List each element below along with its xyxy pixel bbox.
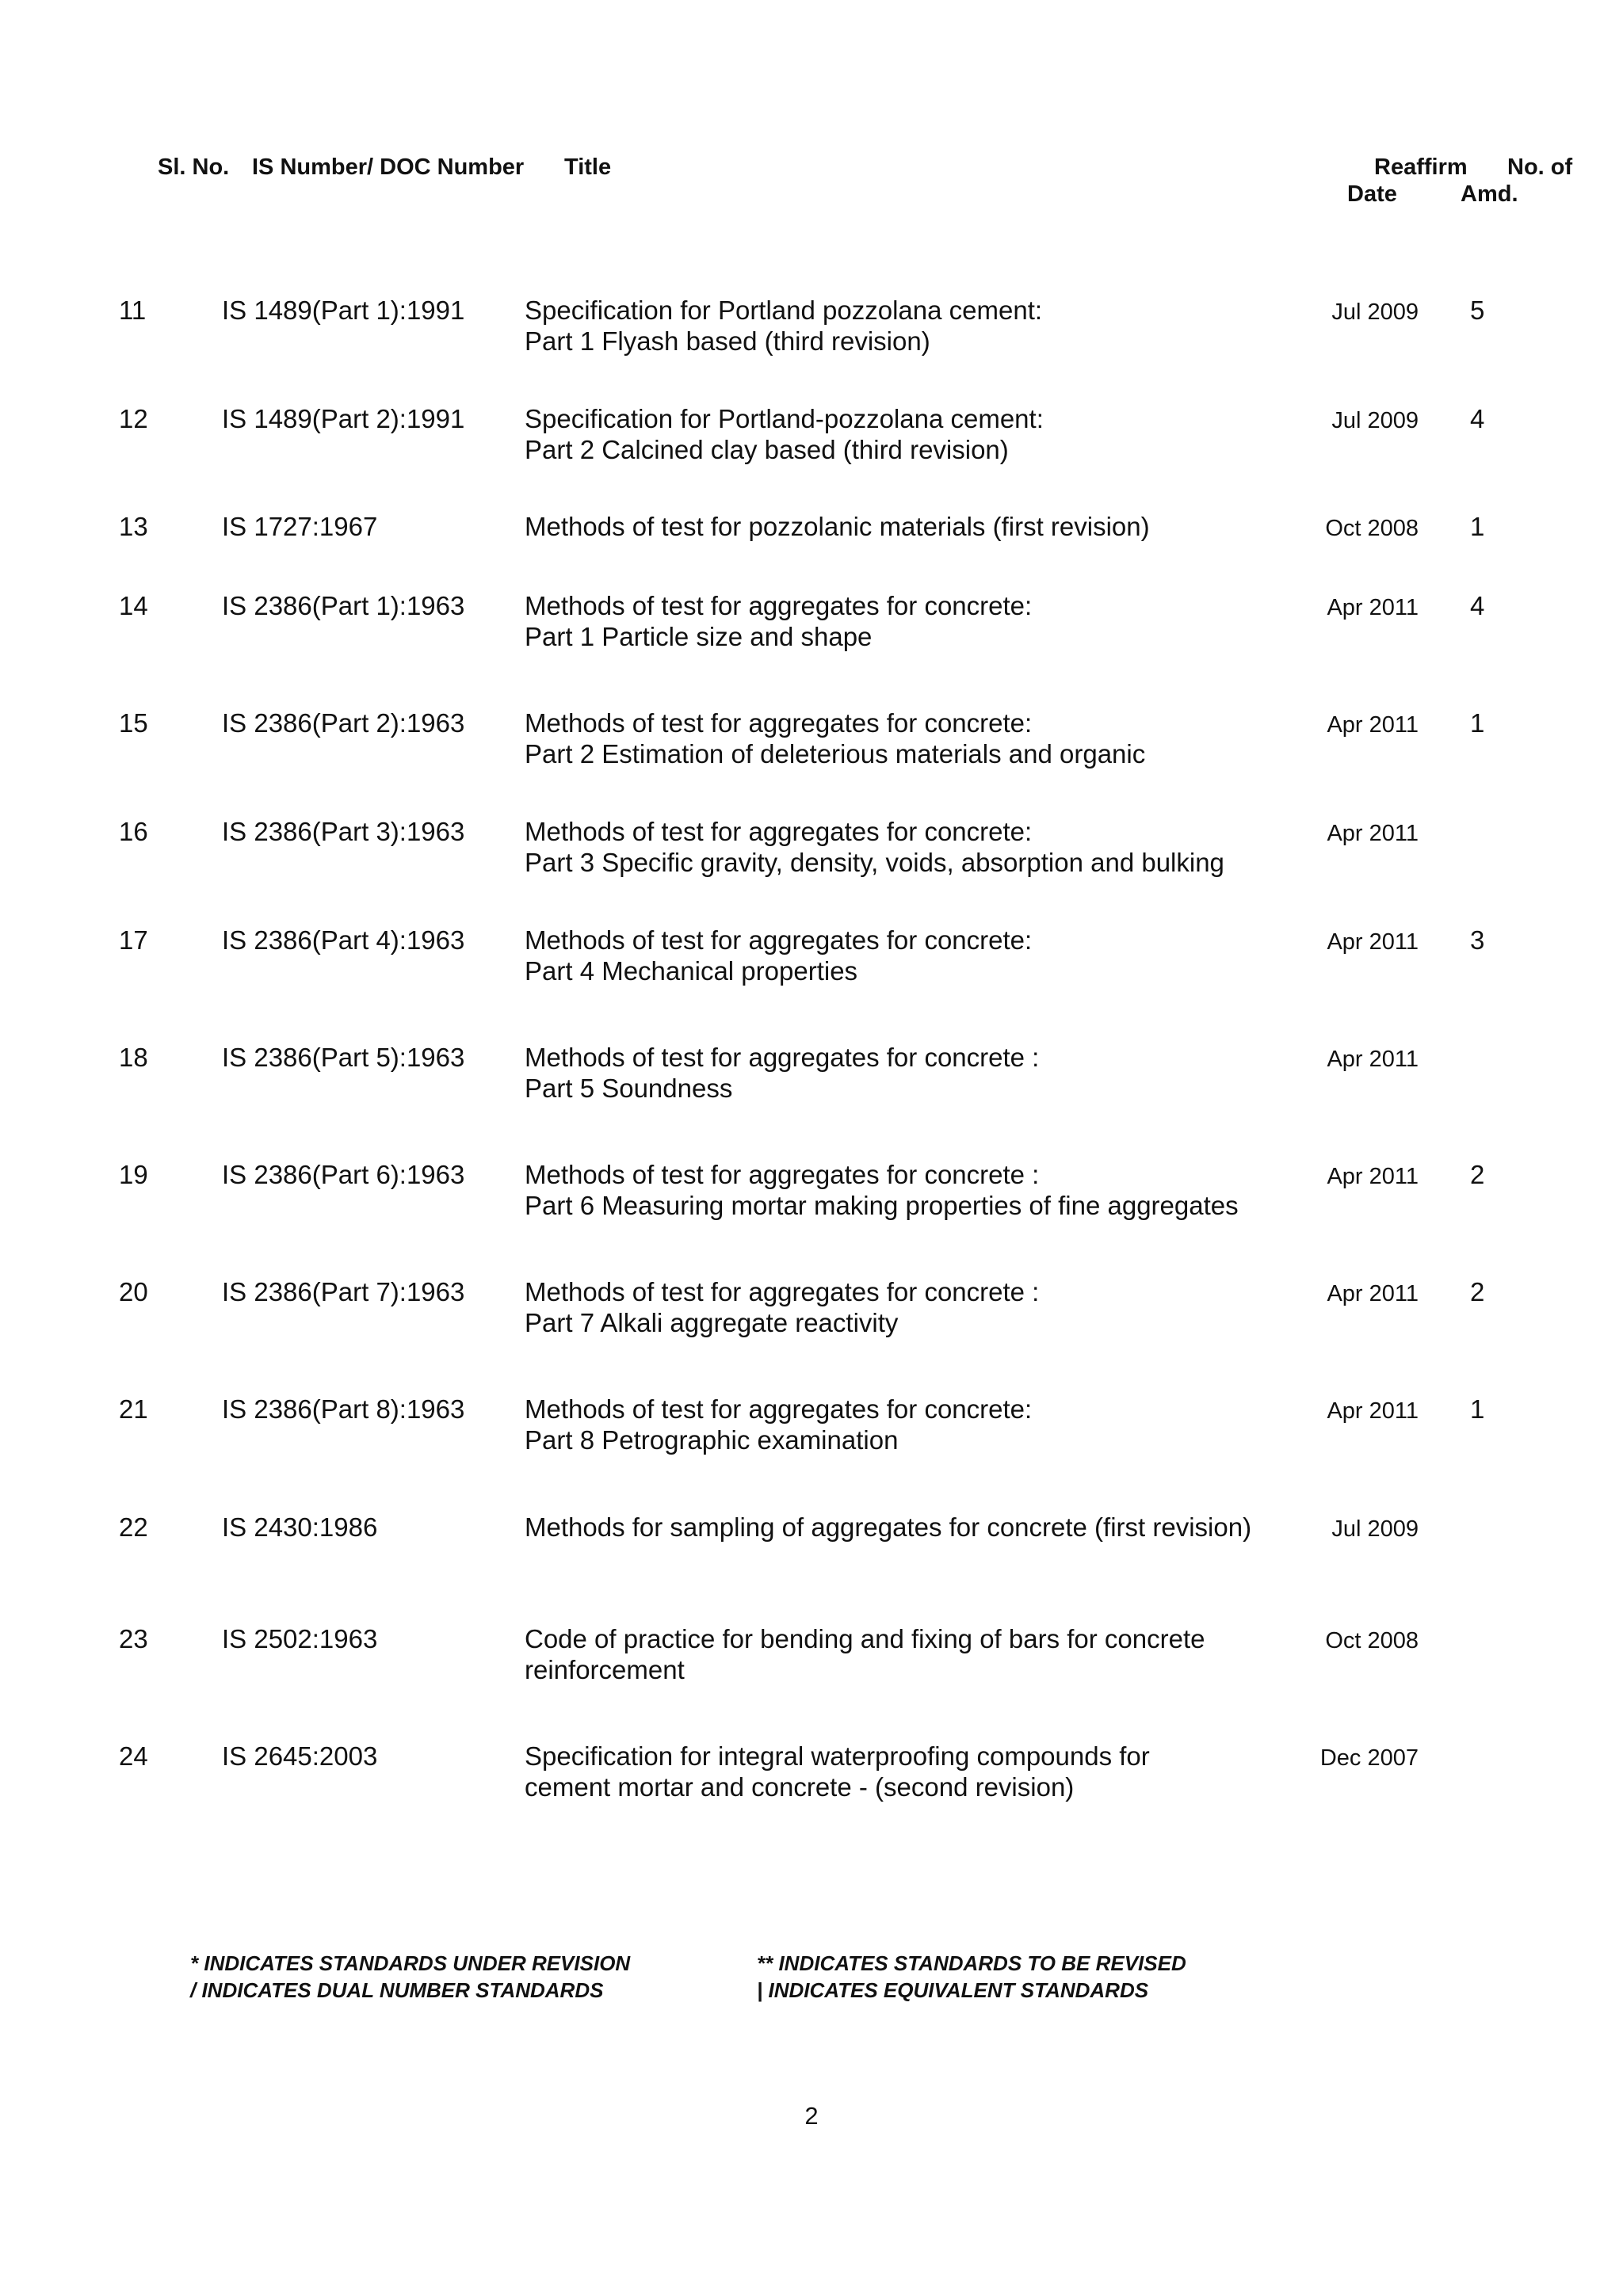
amendments-cell: 1: [1470, 512, 1485, 541]
sl-no-cell: 12: [119, 404, 148, 433]
title-line-1: Specification for Portland-pozzolana cement:: [525, 404, 1044, 433]
title-line-2: Part 5 Soundness: [525, 1074, 733, 1103]
title-cell: [525, 590, 1032, 652]
legend-equivalent: | INDICATES EQUIVALENT STANDARDS: [757, 1978, 1149, 2002]
is-number-cell: IS 2386(Part 4):1963: [222, 925, 465, 955]
table-row: [0, 1741, 1623, 1844]
title-cell: [525, 1623, 1205, 1685]
title-line-1: Methods of test for aggregates for concrete:: [525, 817, 1033, 846]
header-is-number: IS Number/ DOC Number: [252, 154, 525, 180]
title-line-1: Methods of test for aggregates for concrete :: [525, 1277, 1040, 1306]
header-sl-no: Sl. No.: [158, 154, 230, 180]
is-number-cell: IS 2386(Part 6):1963: [222, 1160, 465, 1189]
title-line-2: Part 2 Calcined clay based (third revision): [525, 435, 1009, 464]
reaffirm-date-cell: Apr 2011: [1327, 929, 1419, 955]
amendments-cell: 3: [1470, 925, 1485, 955]
title-cell: [525, 295, 1042, 357]
reaffirm-date-cell: Apr 2011: [1327, 1281, 1419, 1306]
title-line-1: Methods of test for aggregates for concrete:: [525, 591, 1033, 620]
title-line-2: Part 6 Measuring mortar making properties of fine aggregates: [525, 1191, 1239, 1220]
is-number-cell: IS 2645:2003: [222, 1741, 378, 1771]
table-row: [0, 1623, 1623, 1726]
title-cell: [525, 1512, 1251, 1543]
is-number-cell: IS 2386(Part 8):1963: [222, 1394, 465, 1424]
legend-dual-number: / INDICATES DUAL NUMBER STANDARDS: [190, 1978, 604, 2002]
sl-no-cell: 16: [119, 817, 148, 846]
legend-under-revision: * INDICATES STANDARDS UNDER REVISION: [190, 1951, 631, 1975]
reaffirm-date-cell: Dec 2007: [1319, 1745, 1419, 1771]
title-line-2: cement mortar and concrete - (second revision): [525, 1772, 1075, 1802]
legend-right: [757, 1950, 1186, 2004]
table-row: [0, 1512, 1623, 1615]
title-line-1: Specification for integral waterproofing compounds for: [525, 1741, 1150, 1771]
amendments-cell: 2: [1470, 1160, 1485, 1189]
sl-no-cell: 19: [119, 1160, 148, 1189]
title-line-2: Part 2 Estimation of deleterious materials and organic: [525, 739, 1146, 769]
table-row: [0, 1394, 1623, 1497]
reaffirm-date-cell: Apr 2011: [1327, 1047, 1419, 1072]
title-line-1: Methods for sampling of aggregates for concrete (first revision): [525, 1512, 1252, 1542]
is-number-cell: IS 2430:1986: [222, 1512, 378, 1542]
amendments-cell: 5: [1470, 296, 1485, 325]
title-cell: [525, 1042, 1039, 1104]
title-line-1: Code of practice for bending and fixing of bars for concrete: [525, 1624, 1205, 1653]
title-line-1: Methods of test for pozzolanic materials (first revision): [525, 512, 1150, 541]
title-cell: [525, 511, 1150, 542]
title-cell: [525, 925, 1032, 986]
title-cell: [525, 707, 1145, 769]
sl-no-cell: 14: [119, 591, 148, 620]
sl-no-cell: 15: [119, 708, 148, 738]
is-number-cell: IS 1727:1967: [222, 512, 378, 541]
is-number-cell: IS 2386(Part 3):1963: [222, 817, 465, 846]
title-line-2: Part 8 Petrographic examination: [525, 1425, 899, 1455]
title-cell: [525, 816, 1224, 878]
reaffirm-date-cell: Apr 2011: [1327, 1164, 1419, 1189]
table-row: [0, 1159, 1623, 1262]
amendments-cell: 2: [1470, 1277, 1485, 1306]
reaffirm-date-cell: Apr 2011: [1327, 1398, 1419, 1424]
amendments-cell: 4: [1470, 591, 1485, 620]
is-number-cell: IS 1489(Part 2):1991: [222, 404, 465, 433]
amendments-cell: 1: [1470, 708, 1485, 738]
is-number-cell: IS 2386(Part 7):1963: [222, 1277, 465, 1306]
header-date-label: Date: [1347, 181, 1397, 207]
sl-no-cell: 13: [119, 512, 148, 541]
legend-left: [190, 1950, 630, 2004]
title-line-2: Part 4 Mechanical properties: [525, 956, 858, 986]
title-line-2: reinforcement: [525, 1655, 685, 1684]
table-row: [0, 816, 1623, 919]
is-number-cell: IS 2502:1963: [222, 1624, 378, 1653]
table-row: [0, 925, 1623, 1028]
reaffirm-date-cell: Apr 2011: [1327, 595, 1419, 620]
sl-no-cell: 11: [119, 296, 147, 325]
amendments-cell: 1: [1470, 1394, 1485, 1424]
legend-to-be-revised: ** INDICATES STANDARDS TO BE REVISED: [757, 1951, 1186, 1975]
title-line-2: Part 1 Flyash based (third revision): [525, 326, 930, 356]
is-number-cell: IS 1489(Part 1):1991: [222, 296, 465, 325]
is-number-cell: IS 2386(Part 1):1963: [222, 591, 465, 620]
header-amd-label: Amd.: [1461, 181, 1518, 207]
header-title: Title: [564, 154, 612, 180]
title-line-1: Specification for Portland pozzolana cement:: [525, 296, 1043, 325]
sl-no-cell: 18: [119, 1043, 148, 1072]
sl-no-cell: 17: [119, 925, 148, 955]
reaffirm-date-cell: Oct 2008: [1325, 516, 1419, 541]
title-line-2: Part 3 Specific gravity, density, voids, absorption and bulking: [525, 848, 1224, 877]
table-row: [0, 1276, 1623, 1379]
table-row: [0, 707, 1623, 810]
title-cell: [525, 1741, 1150, 1802]
reaffirm-date-cell: Apr 2011: [1327, 712, 1419, 738]
title-cell: [525, 1276, 1039, 1338]
reaffirm-date-cell: Jul 2009: [1331, 408, 1419, 433]
is-number-cell: IS 2386(Part 5):1963: [222, 1043, 465, 1072]
page-number: 2: [804, 2102, 819, 2130]
title-line-1: Methods of test for aggregates for concrete:: [525, 1394, 1033, 1424]
title-line-2: Part 1 Particle size and shape: [525, 622, 873, 651]
reaffirm-date-cell: Jul 2009: [1331, 299, 1419, 325]
sl-no-cell: 20: [119, 1277, 148, 1306]
sl-no-cell: 21: [119, 1394, 148, 1424]
amendments-cell: 4: [1470, 404, 1485, 433]
title-cell: [525, 403, 1044, 465]
title-line-2: Part 7 Alkali aggregate reactivity: [525, 1308, 899, 1337]
header-no-of-label: No. of: [1507, 154, 1573, 180]
title-line-1: Methods of test for aggregates for concrete:: [525, 708, 1033, 738]
title-line-1: Methods of test for aggregates for concrete :: [525, 1043, 1040, 1072]
sl-no-cell: 24: [119, 1741, 148, 1771]
header-reaffirm-label: Reaffirm: [1374, 154, 1468, 180]
reaffirm-date-cell: Apr 2011: [1327, 821, 1419, 846]
is-number-cell: IS 2386(Part 2):1963: [222, 708, 465, 738]
table-row: [0, 403, 1623, 506]
table-row: [0, 1042, 1623, 1145]
title-cell: [525, 1159, 1239, 1221]
table-row: [0, 590, 1623, 693]
reaffirm-date-cell: Jul 2009: [1331, 1516, 1419, 1542]
table-row: [0, 295, 1623, 398]
title-cell: [525, 1394, 1032, 1455]
reaffirm-date-cell: Oct 2008: [1325, 1628, 1419, 1653]
title-line-1: Methods of test for aggregates for concrete:: [525, 925, 1033, 955]
sl-no-cell: 22: [119, 1512, 148, 1542]
title-line-1: Methods of test for aggregates for concrete :: [525, 1160, 1040, 1189]
sl-no-cell: 23: [119, 1624, 148, 1653]
